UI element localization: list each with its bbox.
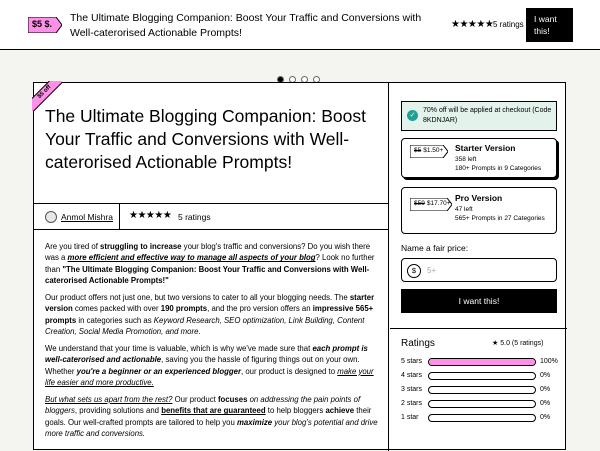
rating-row [401, 385, 561, 395]
ratings-summary [492, 339, 543, 347]
price-badge [28, 17, 62, 33]
product-description [45, 241, 380, 445]
starter-version-stock: 358 left [455, 156, 477, 163]
product-title: The Ultimate Blogging Companion: Boost Your Traffic and Conversions with Well-caterorised Actionable Prompts! [45, 106, 367, 172]
avatar[interactable] [45, 211, 57, 223]
rating-stars: ★★★★★ [129, 210, 172, 221]
discount-notice-text: 70% off will be applied at checkout (Code 8KDNJAR) [423, 107, 552, 124]
rating-bar [428, 358, 536, 366]
rating-row-percent: 0% [540, 400, 551, 407]
discount-notice [401, 101, 557, 131]
starter-version-name: Starter Version [455, 143, 516, 153]
product-card [33, 82, 566, 450]
rating-bar [428, 386, 536, 394]
check-icon: ✓ [407, 110, 418, 121]
rating-bar [428, 400, 536, 408]
fair-price-input[interactable] [401, 258, 557, 282]
fair-price-label: Name a fair price: [401, 243, 469, 253]
rating-row-label: 4 stars [401, 372, 423, 379]
pro-version-option[interactable] [401, 187, 557, 234]
rating-bar [428, 372, 536, 380]
description-paragraph-4: But what sets us apart from the rest? Our product focuses on addressing the pain points of bloggers, providing solutions and benefits that are guaranteed to help bloggers achieve their goals. Our well-crafted prompts are tailored to help you maximize your blog's potential and drive more traffic and conversions. [45, 395, 378, 439]
ratings-summary-text: 5.0 (5 ratings) [500, 340, 544, 347]
starter-version-option[interactable] [401, 138, 557, 178]
rating-row [401, 413, 561, 423]
price-badge-text: $5 $. [32, 19, 53, 29]
want-this-button[interactable]: I want this! [401, 289, 557, 313]
header-title: The Ultimate Blogging Companion: Boost Your Traffic and Conversions with Well-caterorised Actionable Prompts! [70, 12, 422, 39]
rating-row [401, 357, 561, 367]
starter-price-tag: $5 $1.50+ [410, 145, 448, 158]
pro-version-name: Pro Version [455, 193, 503, 203]
rating-row-percent: 100% [540, 358, 558, 365]
rating-row-percent: 0% [540, 372, 551, 379]
ratings-title: Ratings [401, 338, 435, 349]
fair-price-placeholder: 5+ [427, 266, 437, 275]
top-bar [0, 0, 600, 50]
description-paragraph-1: Are you tired of struggling to increase your blog's traffic and conversions? Do you wish there was a more efficient and effective way to manage all aspects of your blog? Look no further than "The Ultimate Blogging Companion: Boost Your Traffic and Conversions with Well-caterorised Actionable Prompts!" [45, 242, 375, 286]
rating-row-label: 1 star [401, 414, 419, 421]
rating-row-label: 3 stars [401, 386, 423, 393]
description-paragraph-3: We understand that your time is valuable, which is why we've made sure that each prompt is well-caterorised and actionable, saving you the hassle of figuring things out on your own. Whether you're a beginner or an experienced blogger, our product is designed to make your life easier and more productive. [45, 344, 374, 388]
rating-bar-fill [429, 359, 535, 365]
rating-row [401, 371, 561, 381]
starter-version-detail: 180+ Prompts in 9 Categories [455, 165, 542, 172]
pro-version-stock: 47 left [455, 206, 473, 213]
product-details [34, 83, 389, 451]
rating-row-label: 5 stars [401, 358, 423, 365]
header-ratings-count: 5 ratings [493, 20, 524, 29]
author-row [34, 204, 389, 230]
header-want-button[interactable]: I want this! [526, 8, 573, 42]
rating-row [401, 399, 561, 409]
ratings-count: 5 ratings [178, 212, 211, 222]
rating-row-label: 2 stars [401, 400, 423, 407]
purchase-panel [390, 83, 567, 451]
author-link[interactable]: Anmol Mishra [61, 212, 113, 222]
rating-bar [428, 414, 536, 422]
divider [119, 204, 120, 230]
star-icon: ★ [492, 340, 499, 347]
divider [390, 328, 567, 329]
header-stars: ★★★★★ [451, 19, 494, 30]
pro-price-tag: $59 $17.70+ [410, 198, 452, 211]
currency-symbol: $ [407, 264, 421, 278]
rating-row-percent: 0% [540, 414, 551, 421]
pro-version-detail: 565+ Prompts in 27 Categories [455, 215, 545, 222]
discount-ribbon-text: $5 off [32, 81, 62, 111]
description-paragraph-2: Our product offers not just one, but two versions to cater to all your blogging needs. The starter version comes packed with over 190 prompts, and the pro version offers an impressive 565+ prompts in categories such as Keyword Research, SEO optimization, Link Building, Content Creation, Social Media Promotion, and more. [45, 293, 375, 337]
rating-row-percent: 0% [540, 386, 551, 393]
